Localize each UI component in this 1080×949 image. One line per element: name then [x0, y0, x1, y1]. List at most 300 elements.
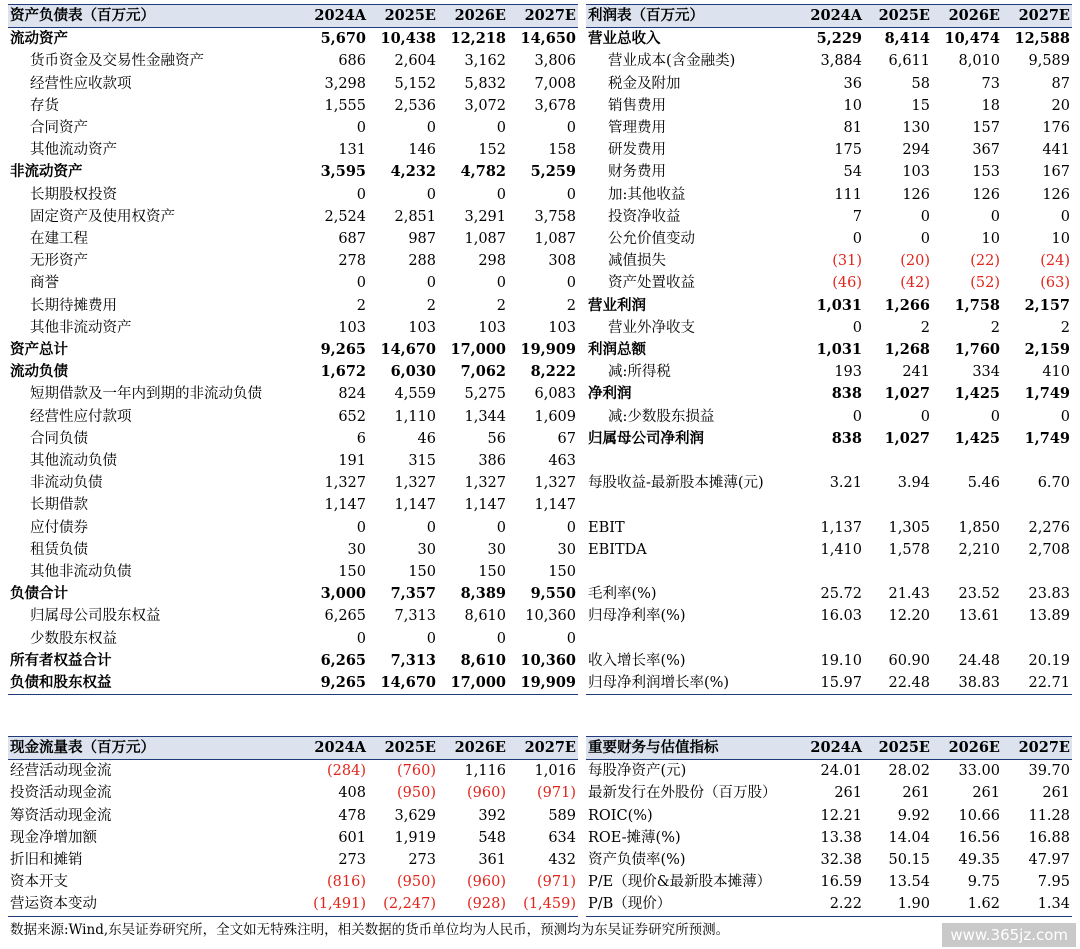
value-cell: 2.22 [798, 893, 864, 916]
value-cell: 4,559 [394, 386, 436, 403]
value-cell: 2,159 [1024, 341, 1070, 359]
value-cell [864, 494, 932, 516]
table-row [586, 250, 1072, 272]
value-cell: 103 [548, 319, 576, 336]
table-row [8, 494, 578, 516]
value-cell: 1,031 [816, 296, 862, 314]
value-cell: 824 [338, 386, 366, 403]
table-row [586, 206, 1072, 228]
table-row [8, 117, 578, 139]
value-cell: 0 [496, 186, 506, 203]
table-row [8, 361, 578, 383]
value-cell: 0 [920, 408, 930, 425]
row-label: 短期借款及一年内到期的非流动负债 [30, 386, 262, 403]
value-cell: 3,595 [320, 163, 366, 181]
value-cell: 56 [487, 430, 506, 447]
value-cell: (24) [1040, 253, 1070, 270]
value-cell: 191 [338, 453, 366, 470]
table-row [586, 317, 1072, 339]
value-cell: 13.54 [888, 874, 930, 891]
value-cell: 1,327 [394, 475, 436, 492]
value-cell: 16.59 [820, 874, 862, 891]
value-cell: 1,344 [464, 408, 506, 425]
value-cell: 1,749 [1024, 385, 1070, 403]
value-cell: 838 [831, 429, 862, 447]
value-cell: 126 [902, 186, 930, 203]
value-cell: 3,298 [324, 75, 366, 92]
value-cell: 17,000 [450, 341, 506, 359]
value-cell: 28.02 [888, 763, 930, 780]
value-cell: 5,259 [530, 163, 576, 181]
value-cell: 176 [1042, 120, 1070, 137]
value-cell: 38.83 [932, 672, 1002, 695]
value-cell: 3,884 [820, 53, 862, 70]
table-row [8, 250, 578, 272]
watermark: www.365jz.com [942, 923, 1076, 947]
value-cell: 8,389 [460, 585, 506, 603]
value-cell: 157 [972, 120, 1000, 137]
value-cell: 175 [834, 142, 862, 159]
value-cell: 2,157 [1024, 296, 1070, 314]
value-cell: 13.89 [1028, 608, 1070, 625]
table-row [586, 494, 1072, 516]
value-cell: 1,116 [464, 763, 506, 780]
value-cell: 150 [408, 564, 436, 581]
value-cell: 4,782 [460, 163, 506, 181]
value-cell: 23.83 [1028, 586, 1070, 603]
value-cell: 3,629 [394, 807, 436, 824]
value-cell: 54 [843, 164, 862, 181]
row-label: 销售费用 [608, 97, 666, 114]
table-row [586, 760, 1072, 783]
value-cell: 103 [408, 319, 436, 336]
value-cell: 9.92 [897, 807, 930, 824]
value-cell: 7.95 [1037, 874, 1070, 891]
value-cell: 130 [902, 120, 930, 137]
value-cell: 3,162 [464, 53, 506, 70]
row-label: 长期待摊费用 [30, 297, 117, 314]
value-cell: 30 [487, 541, 506, 558]
value-cell: 652 [338, 408, 366, 425]
value-cell: (2,247) [368, 893, 438, 916]
table-row [586, 805, 1072, 827]
value-cell: 5,152 [394, 75, 436, 92]
value-cell: 1,147 [324, 497, 366, 514]
row-label: 加:其他收益 [608, 186, 686, 203]
value-cell: (816) [327, 874, 366, 891]
table-row [8, 517, 578, 539]
row-label: 在建工程 [30, 231, 88, 248]
value-cell: 22.71 [1002, 672, 1072, 695]
value-cell [864, 628, 932, 650]
value-cell: 10 [843, 97, 862, 114]
value-cell: 3,000 [320, 585, 366, 603]
value-cell: 32.38 [820, 852, 862, 869]
row-label: 所有者权益合计 [10, 651, 112, 669]
value-cell: 241 [902, 364, 930, 381]
value-cell: (63) [1040, 275, 1070, 292]
value-cell: 261 [1042, 785, 1070, 802]
value-cell: 7,008 [534, 75, 576, 92]
value-cell: 103 [338, 319, 366, 336]
value-cell: 838 [831, 385, 862, 403]
table-row [8, 383, 578, 405]
row-label: 资产总计 [10, 341, 68, 359]
row-label: 合同资产 [30, 120, 88, 137]
table-row [8, 50, 578, 72]
value-cell: 463 [548, 453, 576, 470]
value-cell: 273 [338, 852, 366, 869]
value-cell: 81 [843, 120, 862, 137]
value-cell: (1,491) [298, 893, 368, 916]
value-cell: 8,414 [884, 30, 930, 48]
value-cell [798, 561, 864, 583]
value-cell: 1.90 [864, 893, 932, 916]
value-cell: 5,229 [816, 30, 862, 48]
value-cell: 15.97 [798, 672, 864, 695]
value-cell: 49.35 [958, 852, 1000, 869]
table-row [586, 295, 1072, 317]
table-row [586, 228, 1072, 250]
row-label: 利润总额 [588, 341, 646, 359]
value-cell: 3.94 [897, 475, 930, 492]
value-cell: 9.75 [967, 874, 1000, 891]
row-label: 其他流动资产 [30, 142, 117, 159]
value-cell: 14.04 [888, 829, 930, 846]
value-cell: 2 [356, 297, 366, 314]
value-cell: 10.66 [958, 807, 1000, 824]
row-label: 营业利润 [588, 296, 646, 314]
value-cell: 367 [972, 142, 1000, 159]
value-cell: 261 [834, 785, 862, 802]
value-cell [932, 450, 1002, 472]
value-cell: 408 [338, 785, 366, 802]
balance-sheet-table [8, 4, 578, 695]
row-label: 经营性应收款项 [30, 75, 132, 92]
table-row [586, 539, 1072, 561]
value-cell: 686 [338, 53, 366, 70]
row-label: 减值损失 [608, 253, 666, 270]
value-cell: 3,072 [464, 97, 506, 114]
row-label [586, 494, 798, 516]
value-cell: 0 [426, 186, 436, 203]
row-label: P/E（现价&最新股本摊薄） [588, 874, 772, 891]
table-row [586, 583, 1072, 605]
value-cell: (52) [970, 275, 1000, 292]
income-statement-table [586, 4, 1072, 695]
value-cell: 0 [496, 519, 506, 536]
table-row [8, 95, 578, 117]
value-cell: 9,265 [320, 341, 366, 359]
value-cell: 12.20 [888, 608, 930, 625]
row-label: 每股收益-最新股本摊薄(元) [588, 475, 764, 492]
value-cell [1002, 450, 1072, 472]
value-cell: (284) [327, 763, 366, 780]
value-cell: 2,536 [394, 97, 436, 114]
row-label: 最新发行在外股份（百万股） [588, 785, 777, 802]
value-cell: 6,611 [888, 53, 930, 70]
value-cell: 7,313 [394, 608, 436, 625]
table-row [586, 893, 1072, 916]
value-cell: 0 [496, 120, 506, 137]
table-row [586, 605, 1072, 627]
value-cell: (928) [438, 893, 508, 916]
value-cell [932, 561, 1002, 583]
row-label: 毛利率(%) [588, 586, 657, 603]
value-cell: 12,218 [450, 30, 506, 48]
value-cell: 10 [981, 231, 1000, 248]
row-label: 负债合计 [10, 585, 68, 603]
key-ratios-table [586, 736, 1072, 917]
row-label: 减:少数股东损益 [608, 408, 715, 425]
row-label: 其他非流动资产 [30, 319, 132, 336]
value-cell: 1,410 [820, 541, 862, 558]
value-cell [1002, 561, 1072, 583]
table-row [586, 272, 1072, 294]
row-label: 筹资活动现金流 [10, 807, 112, 824]
row-label: 存货 [30, 97, 59, 114]
row-label: 每股净资产(元) [588, 763, 687, 780]
value-cell: 25.72 [820, 586, 862, 603]
table-row [8, 184, 578, 206]
year-header: 2026E [932, 737, 1002, 760]
value-cell: 103 [478, 319, 506, 336]
row-label: 长期借款 [30, 497, 88, 514]
value-cell: 30 [557, 541, 576, 558]
table-row [8, 406, 578, 428]
value-cell: 6,265 [320, 651, 366, 669]
value-cell: 2,604 [394, 53, 436, 70]
value-cell: 103 [902, 164, 930, 181]
value-cell: 2 [920, 319, 930, 336]
row-label: 折旧和摊销 [10, 852, 83, 869]
value-cell: 308 [548, 253, 576, 270]
value-cell: 361 [478, 852, 506, 869]
value-cell [798, 494, 864, 516]
value-cell: 10,438 [380, 30, 436, 48]
value-cell: 0 [496, 275, 506, 292]
year-header: 2025E [368, 737, 438, 760]
value-cell: 47.97 [1028, 852, 1070, 869]
table-row [8, 539, 578, 561]
value-cell: 2 [1060, 319, 1070, 336]
value-cell [1002, 628, 1072, 650]
value-cell: 2,708 [1028, 541, 1070, 558]
row-label: ROE-摊薄(%) [588, 829, 681, 846]
row-label: 经营活动现金流 [10, 763, 112, 780]
value-cell: 58 [911, 75, 930, 92]
value-cell: 18 [981, 97, 1000, 114]
table-row [8, 650, 578, 672]
table-row [586, 782, 1072, 804]
value-cell: 410 [1042, 364, 1070, 381]
value-cell: (46) [832, 275, 862, 292]
value-cell: 0 [566, 630, 576, 647]
year-header: 2027E [508, 5, 578, 28]
table-row [8, 339, 578, 361]
value-cell: 0 [566, 120, 576, 137]
value-cell: 14,650 [520, 30, 576, 48]
table-row [586, 139, 1072, 161]
value-cell: 21.43 [888, 586, 930, 603]
value-cell: 1,919 [394, 829, 436, 846]
value-cell: 111 [834, 186, 862, 203]
value-cell: 1,027 [884, 429, 930, 447]
year-header: 2024A [798, 737, 864, 760]
value-cell: 10 [1051, 231, 1070, 248]
value-cell: 10,474 [944, 30, 1000, 48]
year-header: 2024A [798, 5, 864, 28]
value-cell: 24.01 [820, 763, 862, 780]
value-cell: 23.52 [958, 586, 1000, 603]
value-cell: 2,851 [394, 208, 436, 225]
table-row [8, 139, 578, 161]
value-cell: 6,030 [390, 363, 436, 381]
row-label: 归母净利率(%) [588, 608, 686, 625]
value-cell: 8,610 [464, 608, 506, 625]
table-row [8, 428, 578, 450]
table-row [586, 161, 1072, 183]
value-cell: 12.21 [820, 807, 862, 824]
value-cell: 441 [1042, 142, 1070, 159]
value-cell: 9,589 [1028, 53, 1070, 70]
row-label [586, 561, 798, 583]
value-cell: 0 [426, 120, 436, 137]
value-cell: 0 [496, 630, 506, 647]
value-cell: 3,758 [534, 208, 576, 225]
value-cell: (31) [832, 253, 862, 270]
value-cell: 46 [417, 430, 436, 447]
value-cell: 2 [426, 297, 436, 314]
value-cell: 298 [478, 253, 506, 270]
table-row [586, 50, 1072, 72]
row-label [586, 628, 798, 650]
row-label: 经营性应付款项 [30, 408, 132, 425]
table-row [8, 206, 578, 228]
table-row [586, 871, 1072, 893]
value-cell: 33.00 [958, 763, 1000, 780]
table-title: 现金流量表（百万元） [8, 737, 298, 760]
value-cell [932, 494, 1002, 516]
value-cell: 150 [338, 564, 366, 581]
table-row [586, 628, 1072, 650]
value-cell: 1,027 [884, 385, 930, 403]
value-cell: 152 [478, 142, 506, 159]
value-cell: 0 [920, 231, 930, 248]
value-cell: (950) [397, 874, 436, 891]
value-cell [798, 628, 864, 650]
value-cell: 1,087 [534, 231, 576, 248]
row-label: 公允价值变动 [608, 231, 695, 248]
row-label: 净利润 [588, 385, 632, 403]
value-cell: 1,110 [394, 408, 436, 425]
value-cell: 6,265 [324, 608, 366, 625]
value-cell: 1,758 [954, 296, 1000, 314]
year-header: 2025E [368, 5, 438, 28]
table-row [8, 672, 578, 695]
value-cell: 13.61 [958, 608, 1000, 625]
table-row [586, 849, 1072, 871]
table-row [8, 28, 578, 51]
cash-flow-table [8, 736, 578, 917]
row-label: 应付债券 [30, 519, 88, 536]
value-cell: 131 [338, 142, 366, 159]
table-row [8, 628, 578, 650]
row-label: 负债和股东权益 [8, 672, 298, 695]
value-cell: 0 [356, 275, 366, 292]
table-row [8, 228, 578, 250]
value-cell [1002, 494, 1072, 516]
value-cell: (22) [970, 253, 1000, 270]
value-cell: 126 [972, 186, 1000, 203]
value-cell: 0 [990, 408, 1000, 425]
table-row [586, 73, 1072, 95]
value-cell: 1,147 [464, 497, 506, 514]
table-row [586, 472, 1072, 494]
value-cell: 2,210 [958, 541, 1000, 558]
table-row [8, 805, 578, 827]
value-cell [798, 450, 864, 472]
year-header: 2027E [1002, 5, 1072, 28]
value-cell: 4,232 [390, 163, 436, 181]
row-label: 其他流动负债 [30, 453, 117, 470]
value-cell: 1,672 [320, 363, 366, 381]
value-cell: (960) [467, 785, 506, 802]
table-row [586, 117, 1072, 139]
value-cell: 1,147 [394, 497, 436, 514]
value-cell: 1,609 [534, 408, 576, 425]
value-cell: 392 [478, 807, 506, 824]
row-label: 资本开支 [10, 874, 68, 891]
table-row [8, 161, 578, 183]
value-cell: 19,909 [508, 672, 578, 695]
value-cell: 1,327 [534, 475, 576, 492]
value-cell: 5,832 [464, 75, 506, 92]
year-header: 2025E [864, 737, 932, 760]
value-cell: 294 [902, 142, 930, 159]
row-label: 少数股东权益 [30, 630, 117, 647]
table-row [586, 28, 1072, 51]
value-cell: 30 [347, 541, 366, 558]
year-header: 2026E [438, 5, 508, 28]
value-cell: 1,031 [816, 341, 862, 359]
value-cell: 7 [852, 208, 862, 225]
value-cell: 11.28 [1028, 807, 1070, 824]
value-cell: (950) [397, 785, 436, 802]
value-cell: 334 [972, 364, 1000, 381]
value-cell: 126 [1042, 186, 1070, 203]
value-cell: 0 [852, 231, 862, 248]
row-label: 营业成本(含金融类) [608, 53, 736, 70]
table-row [8, 849, 578, 871]
value-cell: 5.46 [967, 475, 1000, 492]
value-cell: 19.10 [820, 652, 862, 669]
value-cell: 1,266 [884, 296, 930, 314]
value-cell: 6 [356, 430, 366, 447]
value-cell: 14,670 [368, 672, 438, 695]
value-cell: 17,000 [438, 672, 508, 695]
value-cell: 22.48 [864, 672, 932, 695]
row-label: 收入增长率(%) [588, 652, 686, 669]
header-row [586, 5, 1072, 28]
row-label: 税金及附加 [608, 75, 681, 92]
row-label: 固定资产及使用权资产 [30, 208, 175, 225]
table-row [586, 406, 1072, 428]
row-label: 现金净增加额 [10, 829, 97, 846]
row-label: 资产处置收益 [608, 275, 695, 292]
table-row [8, 561, 578, 583]
value-cell: 0 [426, 519, 436, 536]
